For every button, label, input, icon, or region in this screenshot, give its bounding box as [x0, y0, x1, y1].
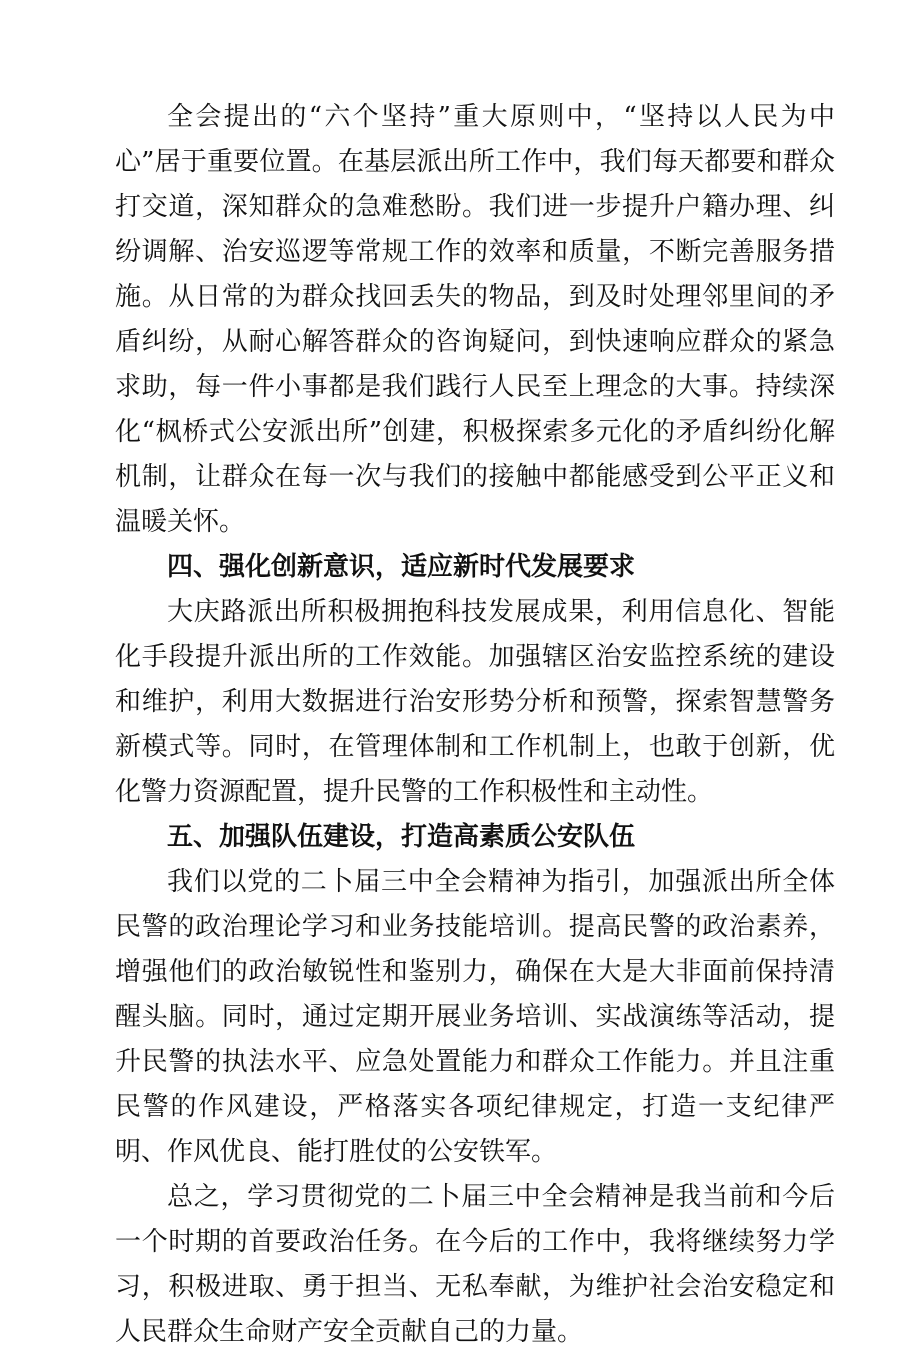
paragraph-innovation: 大庆路派出所积极拥抱科技发展成果，利用信息化、智能化手段提升派出所的工作效能。加强辖区治安监控系统的建设和维护，利用大数据进行治安形势分析和预警，探索智慧警务新模式等。同时，在管理体制和工作机制上，也敢于创新，优化警力资源配置，提升民警的工作积极性和主动性。	[115, 597, 835, 807]
section-heading-team-building: 五、加强队伍建设，打造高素质公安队伍	[167, 822, 636, 852]
document-body	[115, 95, 835, 1355]
paragraph-conclusion: 总之，学习贯彻党的二卜届三中全会精神是我当前和今后一个时期的首要政治任务。在今后的工作中，我将继续努力学习，积极进取、勇于担当、无私奉献，为维护社会治安稳定和人民群众生命财产安全贡献自己的力量。	[115, 1182, 835, 1347]
paragraph-people-centered: 全会提出的“六个坚持”重大原则中，“坚持以人民为中心”居于重要位置。在基层派出所工作中，我们每天都要和群众打交道，深知群众的急难愁盼。我们进一步提升户籍办理、纠纷调解、治安巡逻等常规工作的效率和质量，不断完善服务措施。从日常的为群众找回丢失的物品，到及时处理邻里间的矛盾纠纷，从耐心解答群众的咨询疑问，到快速响应群众的紧急求助，每一件小事都是我们践行人民至上理念的大事。持续深化“枫桥式公安派出所”创建，积极探索多元化的矛盾纠纷化解机制，让群众在每一次与我们的接触中都能感受到公平正义和温暖关怀。	[115, 102, 835, 537]
section-heading-innovation: 四、强化创新意识，适应新时代发展要求	[167, 552, 636, 582]
paragraph-team-building: 我们以党的二卜届三中全会精神为指引，加强派出所全体民警的政治理论学习和业务技能培训。提高民警的政治素养，增强他们的政治敏锐性和鉴别力，确保在大是大非面前保持清醒头脑。同时，通过定期开展业务培训、实战演练等活动，提升民警的执法水平、应急处置能力和群众工作能力。并且注重民警的作风建设，严格落实各项纪律规定，打造一支纪律严明、作风优良、能打胜仗的公安铁军。	[115, 867, 835, 1167]
